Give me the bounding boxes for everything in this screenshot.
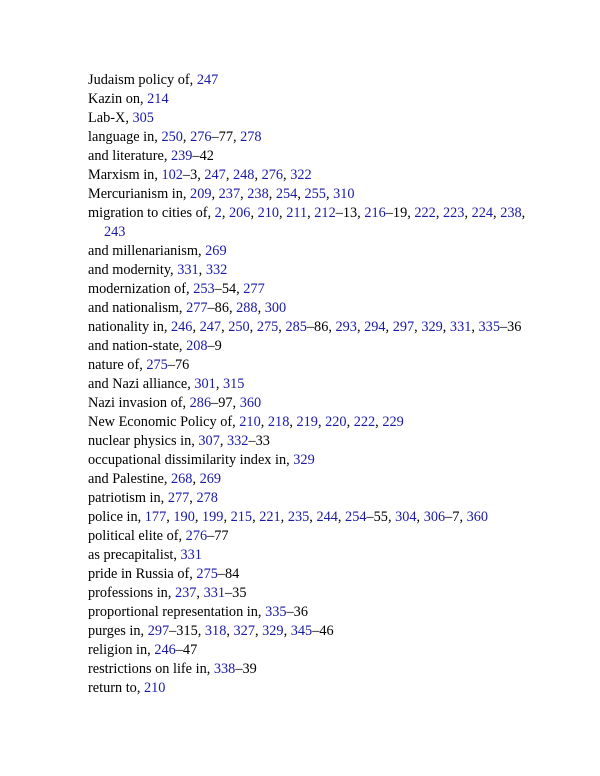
index-entry-text: , [289,414,297,430]
page-reference-link[interactable]: 102 [161,167,183,183]
index-entry [88,508,538,527]
index-entry-text: , [194,509,202,525]
page-reference-link[interactable]: 285 [285,319,307,335]
index-entry-text: professions in, [88,585,175,601]
page-reference-link[interactable]: 307 [198,433,220,449]
page-reference-link[interactable]: 208 [186,338,208,354]
index-entry [88,337,538,356]
page-reference-link[interactable]: 209 [190,186,212,202]
page-reference-link[interactable]: 210 [143,680,166,696]
index-entry-text: –42 [192,148,214,164]
page-reference-link[interactable]: 335 [478,319,500,335]
index-entry-text: –86, [306,319,336,335]
index-entry-text: patriotism in, [88,490,168,506]
index-entry [88,299,538,318]
index-entry-text: language in, [88,129,162,145]
index-entry-text: and modernity, [88,262,178,278]
index-entry-text: , [283,623,291,639]
page-reference-link[interactable]: 275 [146,357,168,373]
index-entry-text: , [225,167,233,183]
index-entry-text: –7, [445,509,467,525]
page-reference-link[interactable]: 247 [199,319,222,335]
page-reference-link[interactable]: 177 [144,509,167,525]
index-entry-text: , [278,319,286,335]
index-entry-text: –19, [385,205,415,221]
index-entry [88,489,538,508]
page-reference-link[interactable]: 322 [290,167,312,183]
page-reference-link[interactable]: 297 [147,623,170,639]
index-entry-text: , [268,186,276,202]
page-reference-link[interactable]: 331 [180,547,202,563]
index-entry-text: , [192,319,200,335]
page-reference-link[interactable]: 360 [239,395,262,411]
index-entry-text: , [280,509,288,525]
page-reference-link[interactable]: 210 [257,205,280,221]
index-entry-text: , [196,585,204,601]
page-reference-link[interactable]: 277 [167,490,190,506]
page-reference-link[interactable]: 278 [196,490,218,506]
page-reference-link[interactable]: 235 [287,509,310,525]
index-entry-text: –33 [248,433,270,449]
index-entry-text: –76 [167,357,190,373]
index-entry [88,261,538,280]
index-entry-text: , [252,509,260,525]
index-entry-text: , [317,414,326,430]
index-entry-text: , [279,205,287,221]
page-reference-link[interactable]: 237 [174,585,197,601]
index-entry-text: , [471,319,479,335]
page-reference-link[interactable]: 190 [173,509,195,525]
page-reference-link[interactable]: 305 [132,110,154,126]
index-entry [88,413,538,432]
index-entry-text: –54, [214,281,244,297]
page-reference-link[interactable]: 335 [265,604,287,620]
page-reference-link[interactable]: 345 [290,623,313,639]
index-entry-text: and millenarianism, [88,243,206,259]
index-entry-text: , [416,509,424,525]
index-entry-text: and literature, [88,148,171,164]
index-entry-text: Nazi invasion of, [88,395,190,411]
page-reference-link[interactable]: 229 [382,414,404,430]
page-reference-link[interactable]: 306 [423,509,446,525]
page-reference-link[interactable]: 206 [228,205,251,221]
index-entry-text: , [297,186,305,202]
index-entry [88,356,538,375]
index-entry-text: , [325,186,334,202]
index-entry [88,565,538,584]
index-entry-text: –315, [169,623,205,639]
index-entry-text: , [385,319,393,335]
index-entry [88,109,538,128]
page-reference-link[interactable]: 253 [193,281,215,297]
index-entry [88,641,538,660]
page-reference-link[interactable]: 278 [240,129,262,145]
page-reference-link[interactable]: 276 [261,167,284,183]
index-entry [88,280,538,299]
index-entry-text: , [493,205,501,221]
page-reference-link[interactable]: 220 [325,414,347,430]
index-entry-text: return to, [88,680,144,696]
index-entry [88,242,538,261]
page-reference-link[interactable]: 332 [205,262,228,278]
index-entry-text: , [260,414,268,430]
page-reference-link[interactable]: 222 [414,205,436,221]
index-entry [88,204,538,242]
index-entry [88,90,538,109]
page-reference-link[interactable]: 294 [364,319,386,335]
page-reference-link[interactable]: 247 [204,167,226,183]
page-reference-link[interactable]: 238 [247,186,269,202]
index-entry-text: political elite of, [88,528,186,544]
page-reference-link[interactable]: 250 [161,129,183,145]
page-reference-link[interactable]: 277 [186,300,208,316]
index-entry-text: nuclear physics in, [88,433,199,449]
page-reference-link[interactable]: 318 [204,623,227,639]
page-reference-link[interactable]: 199 [202,509,224,525]
index-entry-text: –9 [207,338,222,354]
index-entry-text: police in, [88,509,145,525]
index-entry [88,71,538,90]
page-reference-link[interactable]: 338 [213,661,236,677]
index-entry-text: nationality in, [88,319,171,335]
index-entry-text: Kazin on, [88,91,148,107]
index-entry-text: , [240,186,248,202]
index-entry-text: , [250,205,258,221]
index-entry-text: , [221,205,229,221]
page-reference-link[interactable]: 246 [154,642,176,658]
index-entry-text: , [307,205,315,221]
page-reference-link[interactable]: 224 [471,205,494,221]
page-reference-link[interactable]: 332 [227,433,249,449]
page-reference-link[interactable]: 223 [442,205,465,221]
index-entry-text: –47 [175,642,198,658]
index-entry-text: , [221,319,229,335]
index-entry-text: modernization of, [88,281,194,297]
index-entry [88,679,538,698]
page-reference-link[interactable]: 301 [194,376,216,392]
index-entry [88,147,538,166]
page-reference-link[interactable]: 286 [189,395,212,411]
page-reference-link[interactable]: 276 [190,129,212,145]
page-reference-link[interactable]: 222 [353,414,376,430]
page-reference-link[interactable]: 211 [286,205,308,221]
index-entry-text: –13, [335,205,365,221]
index-entry-text: , [215,376,223,392]
index-entry [88,584,538,603]
page-reference-link[interactable]: 327 [233,623,255,639]
page-reference-link[interactable]: 275 [256,319,279,335]
index-entry [88,527,538,546]
index-entry-text: , [257,300,265,316]
index-entry-text: , [337,509,346,525]
page-reference-link[interactable]: 329 [262,623,284,639]
index-entry-text: , [464,205,472,221]
index-entry-text: and Palestine, [88,471,171,487]
index-entry-text: –86, [207,300,237,316]
index-entry-text: and nation-state, [88,338,187,354]
index-entry-text: Marxism in, [88,167,162,183]
page-reference-link[interactable]: 315 [222,376,245,392]
index-entry-text: , [219,433,227,449]
page-reference-link[interactable]: 268 [170,471,193,487]
page-reference-link[interactable]: 331 [449,319,472,335]
index-entry [88,660,538,679]
page-reference-link[interactable]: 243 [104,224,126,240]
index-entry-text: as precapitalist, [88,547,181,563]
index-entry-text: –36 [286,604,308,620]
index-entry-text: , [254,167,262,183]
page-reference-link[interactable]: 300 [264,300,287,316]
index-entry-text: , [346,414,354,430]
page-reference-link[interactable]: 250 [228,319,250,335]
index-page [88,71,538,698]
index-entry-text: pride in Russia of, [88,566,197,582]
page-reference-link[interactable]: 269 [205,243,227,259]
page-reference-link[interactable]: 219 [296,414,318,430]
index-entry-text: –35 [225,585,247,601]
page-reference-link[interactable]: 275 [196,566,218,582]
index-entry-text: nature of, [88,357,147,373]
index-entry [88,432,538,451]
page-reference-link[interactable]: 216 [364,205,386,221]
index-entry-text: –39 [235,661,257,677]
index-entry-text: Lab-X, [88,110,133,126]
page-reference-link[interactable]: 246 [171,319,193,335]
page-reference-link[interactable]: 277 [243,281,265,297]
page-reference-link[interactable]: 221 [259,509,281,525]
index-entry-text: proportional representation in, [88,604,266,620]
page-reference-link[interactable]: 218 [267,414,290,430]
page-reference-link[interactable]: 2 [214,205,222,221]
index-entry-text: , [198,262,206,278]
index-entry-text: religion in, [88,642,155,658]
page-reference-link[interactable]: 214 [147,91,169,107]
index-entry-text: –46 [312,623,334,639]
index-entry-text: , [192,471,200,487]
index-entry-text: , [283,167,291,183]
page-reference-link[interactable]: 329 [293,452,315,468]
page-reference-link[interactable]: 238 [500,205,522,221]
index-entry-text: –97, [211,395,240,411]
index-entry-text: Judaism policy of, [88,72,197,88]
index-entry-text: New Economic Policy of, [88,414,240,430]
index-entry-text: , [254,623,263,639]
index-entry [88,166,538,185]
index-entry-text: , [226,623,234,639]
index-entry-text: , [166,509,174,525]
index-entry-text: –77 [207,528,229,544]
page-reference-link[interactable]: 248 [232,167,255,183]
index-entry [88,185,538,204]
page-reference-link[interactable]: 329 [421,319,443,335]
index-entry-text: –3, [182,167,205,183]
index-entry-text: , [375,414,383,430]
page-reference-link[interactable]: 254 [345,509,367,525]
page-reference-link[interactable]: 255 [304,186,326,202]
page-reference-link[interactable]: 304 [395,509,417,525]
index-entry-text: , [435,205,443,221]
page-reference-link[interactable]: 212 [314,205,336,221]
index-entry-text: , [442,319,450,335]
index-entry-text: occupational dissimilarity index in, [88,452,294,468]
index-entry [88,603,538,622]
page-reference-link[interactable]: 360 [466,509,489,525]
index-entry-text: , [211,186,219,202]
index-entry-text: migration to cities of, [88,205,215,221]
page-reference-link[interactable]: 331 [177,262,199,278]
index-entry [88,394,538,413]
page-reference-link[interactable]: 293 [335,319,357,335]
index-entry-text: , [249,319,257,335]
index-entry-text: , [356,319,365,335]
page-reference-link[interactable]: 237 [218,186,241,202]
page-reference-link[interactable]: 254 [275,186,298,202]
page-reference-link[interactable]: 276 [185,528,208,544]
page-reference-link[interactable]: 215 [230,509,253,525]
index-entry [88,375,538,394]
page-reference-link[interactable]: 239 [170,148,193,164]
index-entry-text: , [309,509,317,525]
index-entry-text: , [414,319,422,335]
page-reference-link[interactable]: 269 [199,471,222,487]
page-reference-link[interactable]: 288 [236,300,258,316]
index-entry-text: , [182,129,191,145]
index-entry-text: and Nazi alliance, [88,376,195,392]
page-reference-link[interactable]: 297 [392,319,415,335]
page-reference-link[interactable]: 244 [316,509,338,525]
index-entry-text: , [223,509,231,525]
index-entry-text: , [521,205,526,221]
index-entry-text: –77, [211,129,241,145]
page-reference-link[interactable]: 247 [196,72,219,88]
index-entry [88,128,538,147]
index-entry [88,470,538,489]
index-entry-text: Mercurianism in, [88,186,191,202]
index-entry [88,622,538,641]
index-entry-text: , [189,490,197,506]
index-entry [88,451,538,470]
page-reference-link[interactable]: 210 [239,414,261,430]
page-reference-link[interactable]: 310 [333,186,355,202]
index-entry [88,546,538,565]
index-entry-text: –36 [499,319,522,335]
page-reference-link[interactable]: 331 [203,585,226,601]
index-entry-text: purges in, [88,623,148,639]
index-entry-text: and nationalism, [88,300,187,316]
index-entry-text: restrictions on life in, [88,661,214,677]
index-entry [88,318,538,337]
index-entry-text: –84 [217,566,240,582]
index-entry-text: –55, [366,509,396,525]
